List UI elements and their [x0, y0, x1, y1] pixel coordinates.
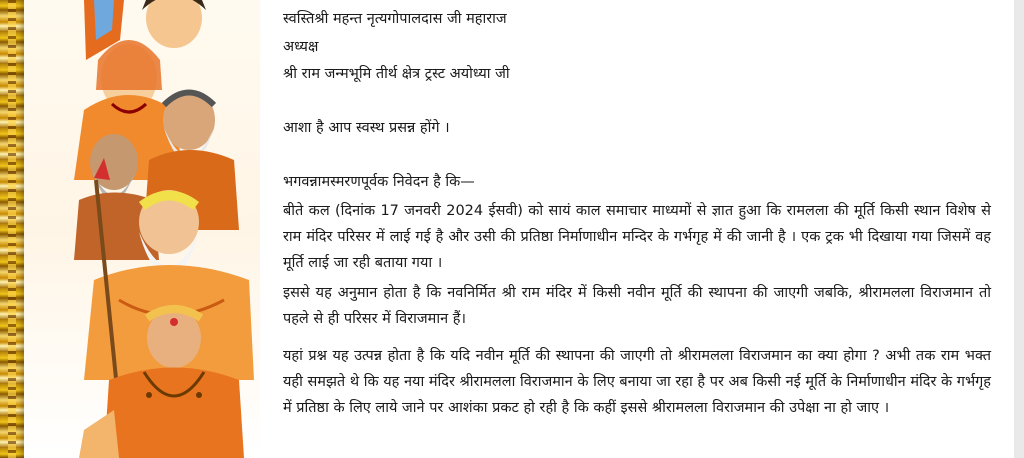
greeting: आशा है आप स्वस्थ प्रसन्न होंगे ।	[283, 120, 450, 136]
paragraph-2: इससे यह अनुमान होता है कि नवनिर्मित श्री राम मंदिर में किसी नवीन मूर्ति की स्थापना की जाएगी जबकि, श्रीरामलला विराजमान तो पहले से ही परिसर में विराजमान हैं।	[283, 285, 991, 327]
right-margin-edge	[1014, 0, 1024, 458]
saints-illustration	[24, 0, 260, 458]
salutation: भगवन्नामस्मरणपूर्वक निवेदन है कि—	[283, 174, 475, 190]
saints-portrait-collage	[24, 0, 260, 458]
figure-head-top	[146, 0, 202, 48]
addressee-organization: श्री राम जन्मभूमि तीर्थ क्षेत्र ट्रस्ट अयोध्या जी	[283, 66, 510, 82]
decorative-border	[0, 0, 24, 458]
paragraph-3: यहां प्रश्न यह उत्पन्न होता है कि यदि नवीन मूर्ति की स्थापना की जाएगी तो श्रीरामलला विराजमान का क्या होगा ? अभी तक राम भक्त यही समझते थे कि यह नया मंदिर श्रीरामलला विराजमान के लिए बनाया जा रहा है पर अब किसी नई मूर्ति के निर्माणाधीन मंदिर के गर्भगृह में प्रतिष्ठा के लिए लाये जाने पर आशंका प्रकट हो रही है कि कहीं इससे श्रीरामलला विराजमान की उपेक्षा ना हो जाए ।	[283, 348, 991, 416]
addressee-name: स्वस्तिश्री महन्त नृत्यगोपालदास जी महाराज	[283, 11, 507, 27]
addressee-title: अध्यक्ष	[283, 39, 319, 55]
paragraph-1: बीते कल (दिनांक 17 जनवरी 2024 ईसवी) को सायं काल समाचार माध्यमों से ज्ञात हुआ कि रामलला की मूर्ति किसी स्थान विशेष से राम मंदिर परिसर में लाई गई है और उसी की प्रतिष्ठा निर्माणाधीन मन्दिर के गर्भगृह में की जानी है । एक ट्रक भी दिखाया गया जिसमें वह मूर्ति लाई जा रही बताया गया ।	[283, 203, 991, 271]
